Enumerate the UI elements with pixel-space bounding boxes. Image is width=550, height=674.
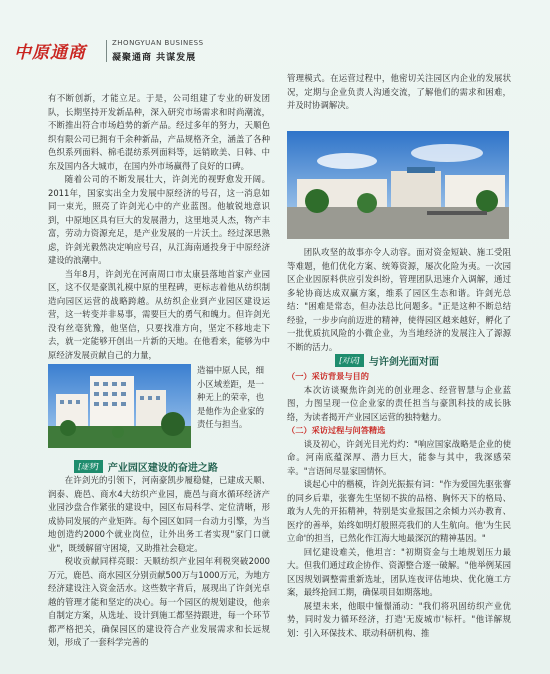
section-tag: [逐梦]	[74, 460, 103, 473]
interview-paragraph-1: 谈及初心，许剑光目光灼灼："响应国家战略是企业的使命。河南底蕴深厚、潜力巨大，能参与其中，我深感荣幸。"言语间尽显家国情怀。	[287, 438, 511, 476]
subsection-heading-2: （二）采访过程与问答精选	[287, 425, 386, 435]
interview-paragraph-4: 展望未来，他眼中憧憬涌动："我们将巩固纺织产业优势，同时发力循环经济，打造'无废城市'标杆。"他详解规划：引入环保技术、联动科研机构、推	[287, 600, 511, 638]
right-column-top	[287, 72, 511, 113]
subsection-heading-1: （一）采访背景与目的	[287, 371, 369, 381]
section-heading-dream	[74, 458, 218, 474]
section-title: 产业园区建设的奋进之路	[107, 462, 218, 474]
factory-gate-photo	[287, 131, 509, 239]
section1-paragraph-1: 在许剑光的引领下，河南豪凯步履稳健，已建成天顺、润泰、鹿邑、商水4大纺织产业园，鹿邑与商水循环经济产业园沙盘合作紧张的建设中，园区布局科学、定位清晰，形成协同发展的产业矩阵。每个园区如同一台动力引擎，为当地创造约2000个就业岗位，让外出务工者实现"家门口就业"，既缓解留守困境，又助推社会稳定。	[48, 475, 270, 553]
right-paragraph-top: 管理模式。在运营过程中，他密切关注园区内企业的发展状况，定期与企业负责人沟通交流，了解他们的需求和困难，并及时协调解决。	[287, 73, 511, 110]
photo-wrap-text: 造福中原人民，细小区域差距，是一种无上的荣幸，也是他作为企业家的责任与担当。	[197, 365, 264, 429]
right-column-bottom	[287, 370, 511, 640]
section-title: 与许剑光面对面	[368, 356, 439, 368]
section-heading-dialogue	[335, 352, 439, 368]
left-paragraph-1: 有不断创新，才能立足。于是，公司组建了专业的研发团队，长期坚持开发新品种，深入研究市场需求和时尚潮流，不断推出符合市场趋势的新产品。经过多年的努力，天顺色织有限公司已拥有千余种新品，产品规格齐全，涵盖了各种色织系列面料、棉毛混纺系列面料等，远销欧美、日韩、中东及国内各大城市，在国内外市场赢得了良好的口碑。	[48, 93, 270, 171]
header-divider	[106, 40, 107, 62]
left-paragraph-3: 当年8月，许剑光在河南周口市太康县落地首家产业园区，这不仅是豪凯礼模中原的里程碑，更标志着他从纺织制造向园区运营的战略跨越。从纺织企业到产业园区建设运营，这一转变并非易事，需要巨大的勇气和魄力。但许剑光没有丝毫犹豫，他坚信，只要找准方向，坚定不移地走下去，就一定能够开创出一片新的天地。在他看来，能够为中原经济发展贡献自己的力量，	[48, 268, 270, 360]
header-subtitle-cn: 凝聚通商 共谋发展	[112, 53, 197, 63]
subsection-1-text: 本次访谈聚焦许剑光的创业理念、经营智慧与企业蓝图，力图呈现一位企业家的责任担当与豪凯科技的成长脉络，为读者揭开产业园区运营的独特魅力。	[287, 384, 511, 422]
header-subtitle-en: ZHONGYUAN BUSINESS	[112, 39, 204, 47]
left-paragraph-2: 随着公司的不断发展壮大，许剑光的视野愈发开阔。2011年，国家实出全力发展中原经济的号召，这一消息如同一束光，照亮了许剑光心中的产业蓝图。他敏锐地意识到，中原地区具有巨大的发展潜力，这里地灵人杰，物产丰富，劳动力资源充足，是产业发展的一片沃土。经过深思熟虑，许剑光毅然决定响应号召，从江海南通投身于中原经济建设的浪潮中。	[48, 174, 270, 265]
magazine-logo: 中原通商	[14, 43, 86, 63]
interview-paragraph-3: 回忆建设难关，他坦言："初期资金与土地规划压力最大。但我们通过政企协作、资源整合逐一破解。"他举例某园区因规划调整需重新选址，团队连夜评估地块、优化施工方案，最终抢回工期，确保项目如期落地。	[287, 546, 511, 597]
section1-body	[48, 474, 270, 650]
right-column-middle	[287, 246, 511, 354]
industrial-park-building-photo	[48, 364, 191, 448]
left-column	[48, 92, 270, 362]
right-paragraph-after-photo: 团队攻坚的故事亦令人动容。面对资金短缺、施工受阻等难题，他们优化方案、统筹资源，屡次化险为夷。一次园区企业因原料供应引发纠纷，管理团队迅速介入调解，通过多轮协商达成双赢方案，维系了园区生态和谐。许剑光总结："困难是常态，但办法总比问题多。"正是这种不断总结经验，一步步向前迈进的精神，使得园区越来越好，孵化了一批优质抗风险的小微企业，为当地经济的发展注入了源源不断的活力。	[287, 247, 511, 352]
section-tag: [对话]	[335, 354, 364, 367]
header	[0, 0, 550, 78]
interview-paragraph-2: 谈起心中的楷模，许剑光振振有词："作为爱国先驱张謇的同乡后辈，张謇先生坚韧不拔的品格、胸怀天下的格局、敢为人先的开拓精神，特别是实业报国之余倾力兴办教育、医疗的善举，始终如明灯般照亮我们的人生航向。他'为生民立命'的担当，已然化作江海大地最深沉的精神基因。"	[287, 479, 511, 543]
section1-paragraph-2: 税收贡献同样亮眼：天顺纺织产业园年利税突破2000万元，鹿邑、商水园区分别贡献500万与1000万元，为地方经济建设注入资金活水。这些数字背后，展现出了许剑光卓越的管理才能和坚定的决心。每一个园区的规划建设，他亲自制定方案，从选址、设计到施工都坚持跟进，每一个环节都严格把关，确保园区的建设符合产业发展需求和长远规划，形成了一套科学完善的	[48, 556, 270, 647]
